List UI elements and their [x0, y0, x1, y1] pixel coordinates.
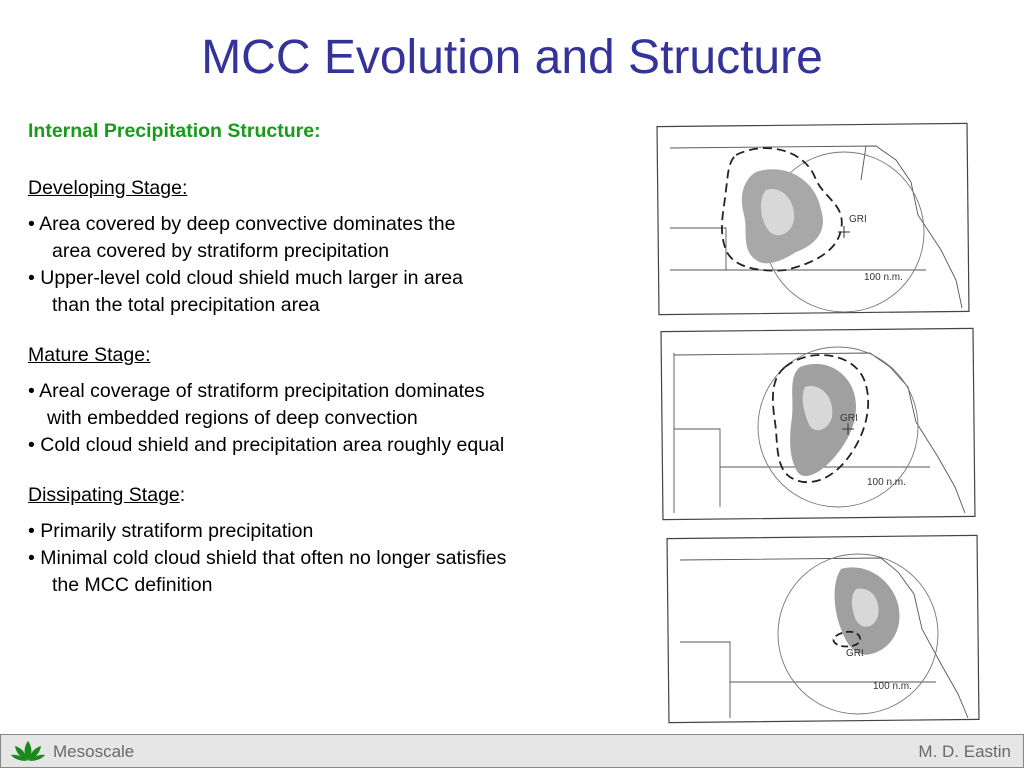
bullet-item — [28, 432, 628, 459]
page-title: MCC Evolution and Structure — [201, 31, 823, 84]
mature-stage-title: Mature Stage: — [28, 344, 151, 366]
bullet-line: • Primarily stratiform precipitation — [28, 520, 314, 542]
bullet-continuation: area covered by stratiform precipitation — [52, 240, 390, 262]
dissipating-stage-title-text: Dissipating Stage — [28, 484, 180, 506]
bullet-item — [28, 545, 628, 599]
bullet-item — [28, 378, 628, 432]
bullet-item — [28, 265, 628, 319]
bullet-line: • Area covered by deep convective dominates the — [28, 213, 456, 235]
bullet-line: • Upper-level cold cloud shield much larger in area — [28, 267, 463, 289]
station-label: GRI — [840, 413, 858, 424]
range-label: 100 n.m. — [867, 477, 906, 488]
footer-bar — [0, 734, 1024, 768]
range-label: 100 n.m. — [873, 681, 912, 692]
bullet-line: • Minimal cold cloud shield that often no longer satisfies — [28, 547, 507, 569]
bullet-item — [28, 518, 628, 545]
mature-stage — [28, 342, 628, 459]
range-label: 100 n.m. — [864, 272, 903, 283]
developing-stage — [28, 175, 628, 319]
bullet-line: • Cold cloud shield and precipitation area roughly equal — [28, 434, 505, 456]
mature-stage-map — [660, 327, 978, 523]
developing-stage-title: Developing Stage: — [28, 177, 188, 199]
bullet-continuation: the MCC definition — [52, 574, 213, 596]
station-label: GRI — [846, 648, 864, 659]
leaf-logo-icon — [11, 739, 45, 763]
bullet-continuation: than the total precipitation area — [52, 294, 320, 316]
station-label: GRI — [849, 214, 867, 225]
bullet-continuation: with embedded regions of deep convection — [47, 407, 418, 429]
title-colon: : — [179, 484, 186, 506]
bullet-item — [28, 211, 628, 265]
section-heading: Internal Precipitation Structure: — [28, 120, 321, 142]
dissipating-stage — [28, 482, 628, 599]
dissipating-stage-map — [666, 534, 982, 726]
footer-right-text: M. D. Eastin — [918, 742, 1011, 761]
dissipating-stage-title — [28, 482, 628, 509]
text-content — [28, 118, 628, 622]
bullet-line: • Areal coverage of stratiform precipitation dominates — [28, 380, 485, 402]
footer-left-text: Mesoscale — [53, 742, 135, 761]
developing-stage-map — [656, 120, 972, 318]
